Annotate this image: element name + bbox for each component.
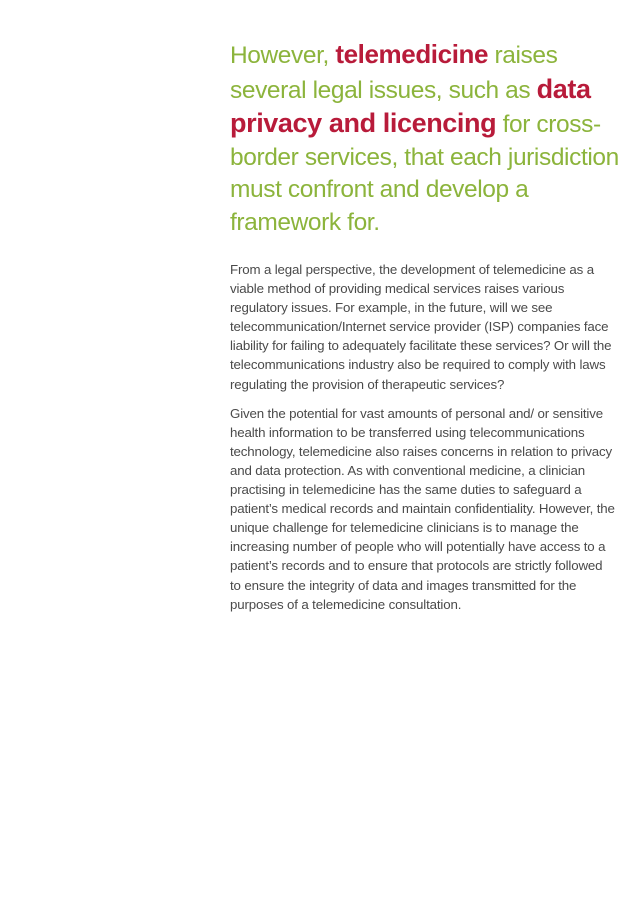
- pull-quote-highlight-telemedicine: telemedicine: [335, 39, 489, 69]
- body-text: [230, 260, 615, 624]
- pull-quote-middle: raises several legal issues, such as: [230, 42, 558, 104]
- paragraph-privacy-concerns: Given the potential for vast amounts of personal and/ or sensitive health information to be transferred using telecommunications technology, telemedicine also raises concerns in relation to privacy and data protection. As with conventional medicine, a clinician practising in telemedicine has the same duties to safeguard a patient’s medical records and maintain confidentiality. However, the unique challenge for telemedicine clinicians is to manage the increasing number of people who will potentially have access to a patient’s records and to ensure that protocols are strictly followed to ensure the integrity of data and images transmitted for the purposes of a telemedicine consultation.: [230, 405, 615, 612]
- pull-quote-intro: However,: [230, 42, 336, 69]
- pull-quote: [230, 38, 620, 239]
- pull-quote-highlight-data-privacy: data privacy and licencing: [230, 73, 591, 138]
- paragraph-legal-perspective: From a legal perspective, the development of telemedicine as a viable method of providing medical services raises various regulatory issues. For example, in the future, will we see telecommunication/Internet service provider (ISP) companies face liability for failing to adequately facilitate these services? Or will the telecommunications industry also be required to comply with laws regulating the provision of therapeutic services?: [230, 262, 612, 392]
- pull-quote-end: for cross-border services, that each jurisdiction must confront and develop a framework for.: [230, 111, 619, 236]
